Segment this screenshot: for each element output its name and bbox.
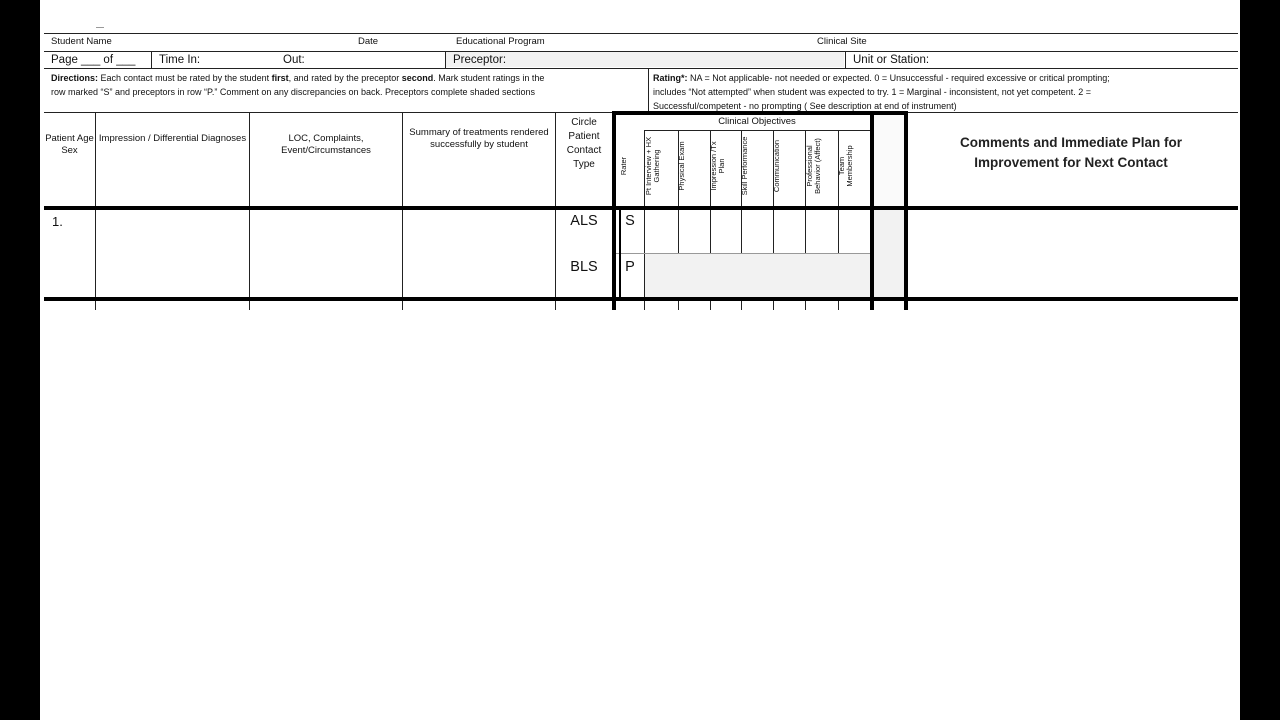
contact-type-bls[interactable]: BLS: [570, 259, 598, 275]
directions-part: Each contact must be rated by the student: [100, 73, 270, 83]
rating-line-3: Successful/competent - no prompting ( See description at end of instrument): [653, 101, 957, 111]
impression-header: Impression / Differential Diagnoses: [98, 133, 247, 144]
rule: [908, 112, 1238, 113]
page-edge: [1238, 0, 1240, 720]
objective-communication: Communication: [772, 139, 781, 193]
loc-header: LOC, Complaints, Event/Circumstances: [281, 133, 371, 156]
rule: [619, 210, 621, 297]
rule: [44, 112, 612, 113]
rater-header: Rater: [619, 156, 628, 176]
directions-label: Directions:: [51, 73, 99, 83]
clinical-site-label: Clinical Site: [817, 36, 867, 47]
objective-interview: Pt Interview + HX Gathering: [644, 136, 661, 196]
directions-first: first: [271, 73, 289, 83]
rating-cell[interactable]: [711, 210, 741, 253]
out-label: Out:: [283, 54, 305, 66]
rating-line-1: NA = Not applicable- not needed or expected. 0 = Unsuccessful - required excessive or critical prompting;: [690, 73, 1110, 83]
rule: [151, 51, 152, 68]
rating-label: Rating*:: [653, 73, 688, 83]
rule: [845, 51, 846, 68]
page-label: Page ___ of ___: [51, 54, 136, 66]
patient-age-sex-header: Patient Age Sex: [45, 133, 94, 156]
form-page: [40, 0, 1238, 720]
rating-cell[interactable]: [774, 210, 805, 253]
objectives-border-right: [904, 111, 908, 310]
initials-shade: [874, 210, 904, 297]
directions-part: . Mark student ratings in the: [433, 73, 545, 83]
clinical-objectives-header: Clinical Objectives: [718, 116, 796, 127]
rating-cell[interactable]: [806, 210, 838, 253]
row-number: 1.: [52, 214, 63, 229]
rating-text: [653, 71, 1238, 113]
rating-cell[interactable]: [742, 210, 773, 253]
clinical-contact-form: [44, 0, 1238, 310]
rating-cell[interactable]: [679, 210, 710, 253]
rule: [648, 68, 649, 113]
objective-physical-exam: Physical Exam: [677, 141, 686, 191]
preceptor-ratings-shade: [645, 254, 870, 297]
time-in-label: Time In:: [159, 54, 201, 66]
rule: [44, 33, 1238, 34]
student-name-label: Student Name: [51, 36, 112, 47]
rating-cell[interactable]: [645, 210, 678, 253]
initials-header-shade: [874, 115, 904, 206]
row-separator: [44, 297, 1238, 301]
objective-impression: Impression /Tx Plan: [709, 141, 726, 191]
rater-preceptor: P: [625, 259, 635, 275]
comments-cell[interactable]: [909, 210, 1238, 297]
comments-header: Comments and Immediate Plan for Improvement for Next Contact: [959, 135, 1183, 170]
unit-station-label: Unit or Station:: [853, 54, 930, 66]
directions-text: [51, 71, 641, 99]
objective-skill: Skill Performance: [740, 136, 749, 196]
objective-professional: Professional Behavior (Affect): [805, 138, 822, 194]
objectives-border-top: [612, 111, 908, 115]
rating-cell[interactable]: [839, 210, 870, 253]
rating-line-2: includes “Not attempted” when student was expected to try. 1 = Marginal - inconsistent, not yet competent. 2 =: [653, 87, 1092, 97]
summary-header: Summary of treatments rendered successfully by student: [409, 127, 549, 150]
directions-second: second: [401, 73, 434, 83]
scan-mark: [96, 27, 104, 28]
objectives-border-left: [612, 111, 616, 310]
preceptor-label: Preceptor:: [453, 54, 507, 66]
directions-line-2: row marked “S” and preceptors in row “P.” Comment on any discrepancies on back. Preceptors complete shaded sections: [51, 87, 536, 97]
date-label: Date: [358, 36, 379, 47]
rater-student: S: [625, 213, 635, 229]
educational-program-label: Educational Program: [456, 36, 545, 47]
circle-contact-type-header: Circle Patient Contact Type: [566, 117, 602, 170]
rule: [44, 68, 1238, 69]
objective-team: Team Membership: [837, 145, 854, 187]
contact-type-als[interactable]: ALS: [570, 213, 598, 229]
directions-part: , and rated by the preceptor: [288, 73, 400, 83]
